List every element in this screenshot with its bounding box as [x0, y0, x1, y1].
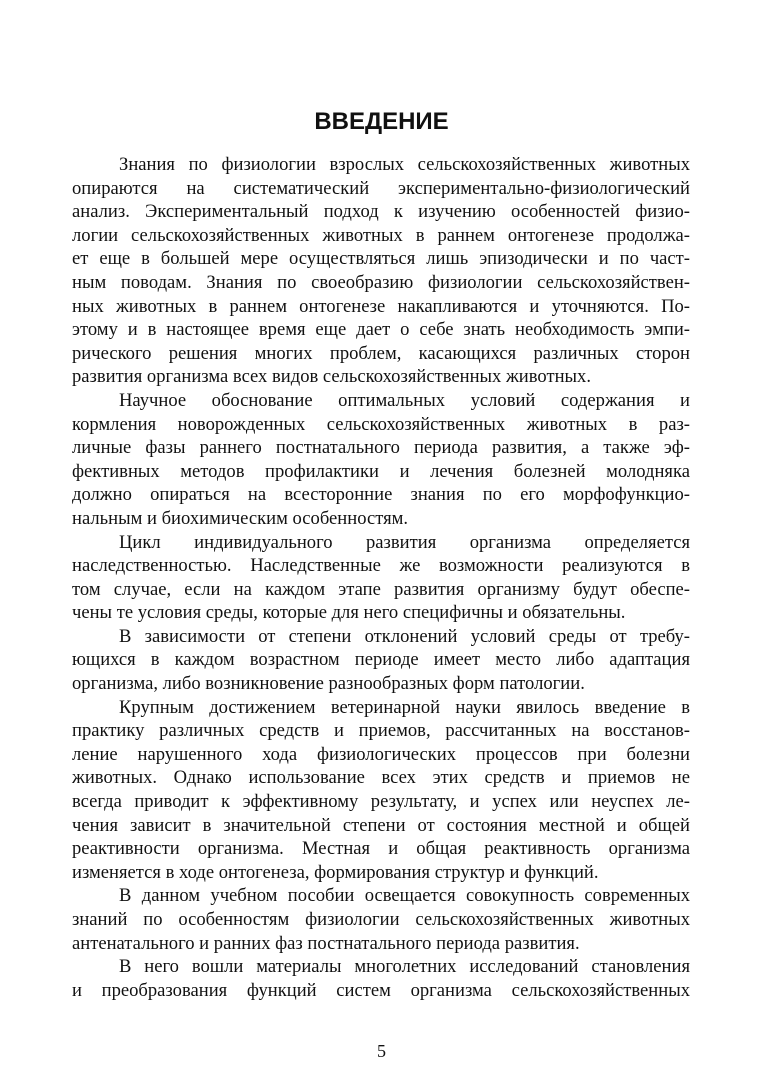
- text-line: всегда приводит к эффективному результату, и успех или неуспех ле-: [72, 791, 690, 813]
- text-line: знаний по особенностям физиологии сельскохозяйственных животных: [72, 909, 690, 930]
- text-line: чены те условия среды, которые для него специфичны и обязательны.: [72, 602, 626, 624]
- text-line: логии сельскохозяйственных животных в раннем онтогенезе продолжа-: [72, 224, 690, 246]
- text-line: и преобразования функций систем организма сельскохозяйственных: [72, 979, 690, 1001]
- text-line: фективных методов профилактики и лечения болезней молодняка: [72, 460, 690, 482]
- paragraph: [72, 153, 690, 389]
- text-line: Знания по физиологии взрослых сельскохозяйственных животных: [119, 154, 690, 175]
- paragraph: [72, 884, 690, 955]
- text-line: личные фазы раннего постнатального периода развития, а также эф-: [72, 437, 690, 459]
- page-number: 5: [377, 1041, 386, 1061]
- text-line: Научное обоснование оптимальных условий содержания и: [119, 389, 690, 411]
- text-line: животных. Однако использование всех этих средств и приемов не: [72, 767, 690, 789]
- text-line: ление нарушенного хода физиологических процессов при болезни: [72, 743, 690, 765]
- text-line: ет еще в большей мере осуществляться лишь эпизодически и по част-: [72, 248, 690, 270]
- text-line: том случае, если на каждом этапе развития организму будут обеспе-: [72, 578, 690, 600]
- text-line: изменяется в ходе онтогенеза, формирования структур и функций.: [72, 861, 599, 883]
- text-line: рического решения многих проблем, касающихся различных сторон: [72, 342, 690, 364]
- text-line: опираются на систематический экспериментально-физиологический: [72, 177, 690, 199]
- text-line: практику различных средств и приемов, рассчитанных на восстанов-: [72, 720, 690, 742]
- text-line: ных животных в раннем онтогенезе накапливаются и уточняются. По-: [72, 295, 690, 317]
- text-line: Крупным достижением ветеринарной науки явилось введение в: [119, 696, 690, 718]
- paragraph: [72, 696, 690, 885]
- text-line: должно опираться на всесторонние знания по его морфофункцио-: [72, 484, 690, 506]
- text-line: Цикл индивидуального развития организма определяется: [119, 531, 690, 553]
- text-line: антенатального и ранних фаз постнатального периода развития.: [72, 932, 580, 954]
- body-text: [72, 153, 690, 1002]
- text-line: анализ. Экспериментальный подход к изучению особенностей физио-: [72, 201, 690, 223]
- paragraph: [72, 625, 690, 696]
- text-line: В зависимости от степени отклонений условий среды от требу-: [119, 625, 690, 647]
- text-line: этому и в настоящее время еще дает о себе знать необходимость эмпи-: [72, 319, 690, 341]
- text-line: нальным и биохимическим особенностям.: [72, 507, 409, 529]
- paragraph: [72, 955, 690, 1002]
- paragraph: [72, 389, 690, 531]
- text-line: кормления новорожденных сельскохозяйственных животных в раз-: [72, 413, 690, 435]
- text-line: развития организма всех видов сельскохозяйственных животных.: [72, 366, 591, 388]
- text-line: организма, либо возникновение разнообразных форм патологии.: [72, 673, 585, 695]
- text-line: ющихся в каждом возрастном периоде имеет место либо адаптация: [72, 649, 690, 671]
- text-line: В данном учебном пособии освещается совокупность современных: [119, 885, 690, 907]
- text-line: В него вошли материалы многолетних исследований становления: [119, 956, 690, 978]
- paragraph: [72, 531, 690, 625]
- text-line: наследственностью. Наследственные же возможности реализуются в: [72, 555, 690, 577]
- text-line: ным поводам. Знания по своеобразию физиологии сельскохозяйствен-: [72, 271, 690, 293]
- text-line: чения зависит в значительной степени от состояния местной и общей: [72, 814, 690, 836]
- page-title: ВВЕДЕНИЕ: [314, 108, 449, 135]
- text-line: реактивности организма. Местная и общая реактивность организма: [72, 838, 690, 860]
